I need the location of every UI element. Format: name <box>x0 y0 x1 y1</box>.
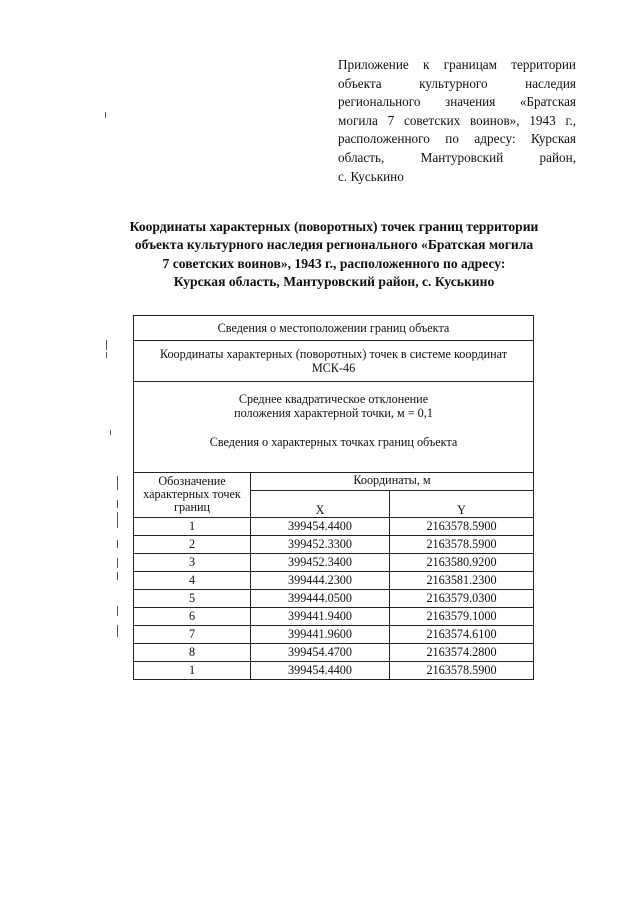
annex-note <box>338 56 576 186</box>
x-cell: 399452.3300 <box>251 536 390 554</box>
title-line: Курская область, Мантуровский район, с. Куськино <box>173 274 495 290</box>
table-row <box>134 554 534 572</box>
scan-artifact <box>117 476 118 490</box>
x-header-cell: X <box>251 491 390 518</box>
coord-system-line: Координаты характерных (поворотных) точек в системе координат <box>159 346 508 361</box>
y-cell: 2163580.9200 <box>390 554 534 572</box>
table-row <box>134 536 534 554</box>
table-row <box>134 518 534 536</box>
y-cell: 2163578.5900 <box>390 662 534 680</box>
y-cell: 2163578.5900 <box>390 518 534 536</box>
coord-system-cell <box>134 341 534 382</box>
x-cell: 399444.0500 <box>251 590 390 608</box>
x-cell: 399454.4700 <box>251 644 390 662</box>
point-cell: 1 <box>134 662 251 680</box>
document-title <box>60 218 608 292</box>
y-cell: 2163579.1000 <box>390 608 534 626</box>
table-row <box>134 626 534 644</box>
table-row <box>134 608 534 626</box>
points-info-line: Сведения о характерных точках границ объекта <box>209 434 458 449</box>
annex-line: расположенного по адресу: Курская <box>338 131 576 147</box>
point-cell: 3 <box>134 554 251 572</box>
table-row <box>134 662 534 680</box>
annex-line: область, Мантуровский район, <box>338 149 576 165</box>
scan-artifact <box>117 606 118 616</box>
y-cell: 2163581.2300 <box>390 572 534 590</box>
table-row <box>134 590 534 608</box>
coord-system-line: МСК-46 <box>311 361 356 375</box>
table-row <box>134 644 534 662</box>
scan-artifact <box>110 430 111 435</box>
title-line: 7 советских воинов», 1943 г., расположенного по адресу: <box>162 255 506 271</box>
point-cell: 5 <box>134 590 251 608</box>
annex-line: с. Куськино <box>338 168 404 184</box>
annex-line: Приложение к границам территории <box>338 57 576 72</box>
scan-artifact <box>117 558 118 568</box>
x-cell: 399444.2300 <box>251 572 390 590</box>
designation-header-cell <box>134 473 251 518</box>
y-cell: 2163574.6100 <box>390 626 534 644</box>
annex-line: могила 7 советских воинов», 1943 г., <box>338 112 576 128</box>
y-header-cell: Y <box>390 491 534 518</box>
annex-line: объекта культурного наследия <box>338 75 576 91</box>
y-cell: 2163578.5900 <box>390 536 534 554</box>
deviation-line: Среднее квадратическое отклонение <box>238 392 429 406</box>
deviation-line: положения характерной точки, м = 0,1 <box>234 406 433 421</box>
designation-header-line: характерных точек <box>143 487 241 501</box>
scan-artifact <box>106 352 107 358</box>
scan-artifact <box>105 112 106 118</box>
designation-header-line: границ <box>173 500 211 514</box>
scan-artifact <box>106 340 107 350</box>
y-cell: 2163579.0300 <box>390 590 534 608</box>
scan-artifact <box>117 625 118 637</box>
designation-header-line: Обозначение <box>158 474 226 488</box>
title-line: Координаты характерных (поворотных) точек границ территории <box>129 219 539 234</box>
point-cell: 1 <box>134 518 251 536</box>
point-cell: 6 <box>134 608 251 626</box>
scan-artifact <box>117 572 118 580</box>
deviation-cell <box>134 382 534 473</box>
table-row <box>134 572 534 590</box>
point-cell: 8 <box>134 644 251 662</box>
x-cell: 399454.4400 <box>251 518 390 536</box>
scan-artifact <box>117 540 118 548</box>
location-header-cell: Сведения о местоположении границ объекта <box>134 316 534 341</box>
annex-line: регионального значения «Братская <box>338 94 576 110</box>
point-cell: 4 <box>134 572 251 590</box>
x-cell: 399452.3400 <box>251 554 390 572</box>
coordinates-header-cell: Координаты, м <box>251 473 534 491</box>
scan-artifact <box>117 500 118 508</box>
point-cell: 7 <box>134 626 251 644</box>
x-cell: 399454.4400 <box>251 662 390 680</box>
coordinates-table <box>133 315 534 680</box>
title-line: объекта культурного наследия регионального «Братская могила <box>134 237 534 253</box>
y-cell: 2163574.2800 <box>390 644 534 662</box>
scan-artifact <box>117 512 118 528</box>
x-cell: 399441.9400 <box>251 608 390 626</box>
point-cell: 2 <box>134 536 251 554</box>
x-cell: 399441.9600 <box>251 626 390 644</box>
